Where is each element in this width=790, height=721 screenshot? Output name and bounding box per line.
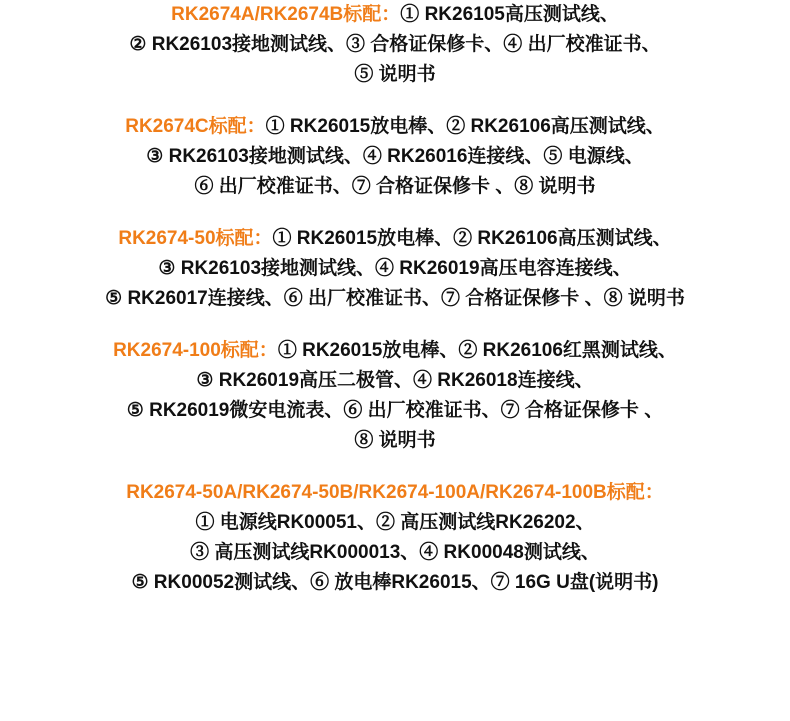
spec-title: RK2674-100标配：: [113, 340, 278, 361]
spec-line: ① 电源线RK00051、② 高压测试线RK26202、: [195, 512, 595, 533]
spec-line: [8, 478, 782, 508]
spec-line: ③ RK26103接地测试线、④ RK26019高压电容连接线、: [158, 258, 632, 279]
spec-line: ⑤ RK26019微安电流表、⑥ 出厂校准证书、⑦ 合格证保修卡 、: [126, 400, 664, 421]
spec-line: ⑧ 说明书: [354, 430, 436, 451]
block-spacer: [8, 202, 782, 224]
spec-title: RK2674-50A/RK2674-50B/RK2674-100A/RK2674-100B标配：: [126, 482, 664, 503]
spec-line: ③ 高压测试线RK000013、④ RK00048测试线、: [190, 542, 600, 563]
spec-line: [8, 112, 782, 142]
spec-items: ① RK26015放电棒、② RK26106红黑测试线、: [277, 340, 677, 361]
block-spacer: [8, 314, 782, 336]
block-spacer: [8, 90, 782, 112]
spec-title: RK2674-50标配：: [118, 228, 273, 249]
spec-items: ① RK26105高压测试线、: [400, 4, 619, 25]
spec-block-rk2674ab: [8, 0, 782, 90]
spec-items: ① RK26015放电棒、② RK26106高压测试线、: [272, 228, 672, 249]
spec-line: ③ RK26019高压二极管、④ RK26018连接线、: [196, 370, 594, 391]
spec-line: ⑤ RK00052测试线、⑥ 放电棒RK26015、⑦ 16G U盘(说明书): [131, 572, 659, 593]
spec-block-rk2674-50a-100b: [8, 478, 782, 598]
block-spacer: [8, 456, 782, 478]
spec-line: ⑥ 出厂校准证书、⑦ 合格证保修卡 、⑧ 说明书: [194, 176, 596, 197]
spec-line: [8, 0, 782, 30]
spec-line: [8, 224, 782, 254]
spec-line: ③ RK26103接地测试线、④ RK26016连接线、⑤ 电源线、: [146, 146, 644, 167]
spec-line: ⑤ RK26017连接线、⑥ 出厂校准证书、⑦ 合格证保修卡 、⑧ 说明书: [105, 288, 685, 309]
spec-line: ② RK26103接地测试线、③ 合格证保修卡、④ 出厂校准证书、: [129, 34, 661, 55]
spec-block-rk2674-50: [8, 224, 782, 314]
spec-items: ① RK26015放电棒、② RK26106高压测试线、: [265, 116, 665, 137]
spec-title: RK2674C标配：: [125, 116, 266, 137]
spec-line: [8, 336, 782, 366]
spec-title: RK2674A/RK2674B标配：: [171, 4, 401, 25]
spec-line: ⑤ 说明书: [354, 64, 436, 85]
spec-block-rk2674c: [8, 112, 782, 202]
spec-block-rk2674-100: [8, 336, 782, 456]
